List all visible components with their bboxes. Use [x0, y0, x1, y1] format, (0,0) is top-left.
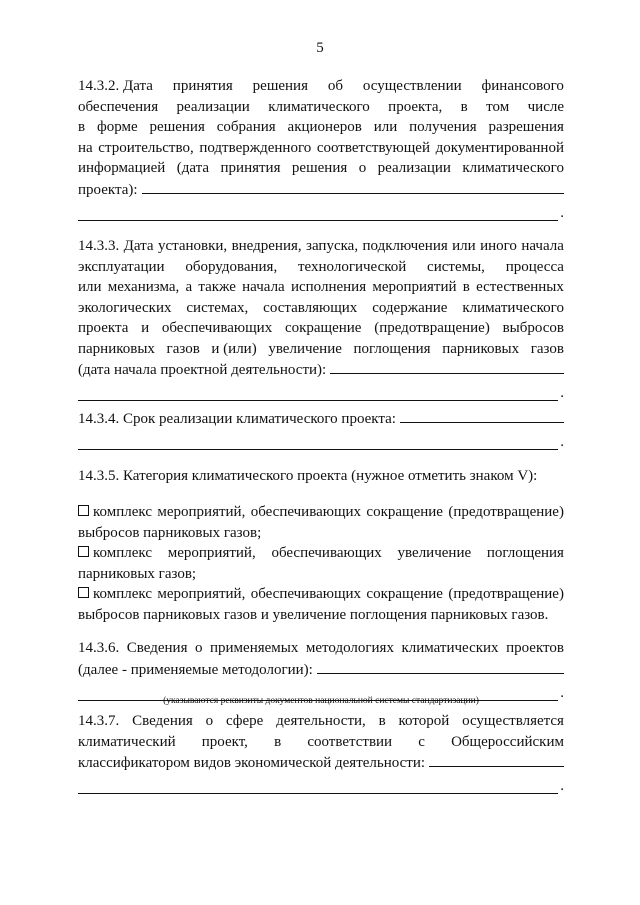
word: обеспечивающих [250, 504, 362, 520]
section-14-3-3 [78, 236, 564, 401]
option-3-first [78, 584, 152, 605]
word: финансового [481, 78, 564, 94]
word: исполнения [290, 279, 367, 295]
text-line [78, 711, 564, 732]
word: в [274, 733, 282, 750]
word: (предотвращение) [448, 586, 564, 602]
word: принятия [220, 160, 281, 176]
word: Сведения [126, 640, 188, 656]
word: начала [242, 279, 285, 295]
blank-rule[interactable] [78, 206, 558, 221]
input-line[interactable] [78, 381, 564, 402]
word: (предотвращение) [374, 320, 490, 336]
period: . [560, 778, 564, 794]
word: (дата [176, 160, 210, 176]
word: эксплуатации [78, 258, 165, 275]
word: внедрения, [231, 238, 302, 254]
word: системы, [427, 258, 485, 275]
word: проекта, [388, 98, 443, 115]
text-line [78, 97, 564, 118]
word: строительство, [98, 139, 194, 156]
text-line [78, 158, 564, 179]
field-label: 14.3.4. Срок реализации климатического проекта: [78, 411, 396, 427]
word: принятия [172, 78, 233, 94]
word: документированной [435, 139, 564, 156]
word: климатического [462, 299, 564, 316]
option-2-first [78, 543, 152, 564]
word: в [460, 98, 468, 115]
word: процесса [505, 258, 564, 275]
input-line[interactable] [78, 179, 564, 201]
option-line [78, 543, 564, 564]
word: акционеров [287, 119, 362, 135]
word: и [141, 320, 150, 336]
blank-rule[interactable] [400, 408, 564, 423]
option-line: выбросов парниковых газов и увеличение поглощения парниковых газов. [78, 606, 549, 623]
word: 14.3.2. Дата [78, 78, 153, 94]
blank-rule[interactable] [429, 752, 564, 767]
word: форме [96, 119, 138, 135]
word: выбросов [502, 320, 564, 336]
word: мероприятий, [157, 586, 246, 602]
field-label: (дата начала проектной деятельности): [78, 362, 327, 378]
word: комплекс [93, 504, 152, 520]
word: о [194, 640, 203, 656]
period: . [560, 684, 564, 701]
word: 14.3.7. [78, 713, 120, 729]
word: получения [409, 119, 477, 135]
input-line[interactable] [78, 408, 564, 430]
word: применяемых [210, 640, 299, 656]
text-line [78, 732, 564, 753]
checkbox-option-3[interactable] [78, 587, 89, 598]
blank-rule[interactable] [317, 659, 564, 674]
word: решения [252, 78, 308, 94]
option-line [78, 584, 564, 605]
word: начала [521, 238, 564, 254]
section-14-3-6 [78, 638, 564, 701]
word: естественных [476, 279, 564, 295]
blank-rule[interactable] [78, 779, 558, 794]
word: проекта [78, 320, 129, 336]
word: технологической [297, 258, 407, 275]
word: газов [530, 340, 564, 357]
word: или [78, 279, 102, 295]
word: установки, [157, 238, 228, 254]
word: содержание [372, 299, 448, 316]
word: запуска, [306, 238, 359, 254]
input-line[interactable] [78, 774, 564, 795]
word: обеспечения [78, 98, 159, 115]
text-line [78, 76, 564, 97]
section-14-3-2 [78, 76, 564, 221]
word: проектов [506, 640, 564, 656]
word: решения [291, 160, 348, 176]
word: обеспечивающих [271, 545, 382, 561]
option-1-first [78, 502, 152, 523]
checkbox-option-2[interactable] [78, 546, 89, 557]
word: или [373, 119, 398, 135]
text-line [78, 318, 564, 339]
word: парниковых [442, 340, 520, 357]
option-line: выбросов парниковых газов; [78, 524, 262, 541]
word: механизма, [107, 279, 180, 295]
period: . [560, 385, 564, 401]
text-line [78, 277, 564, 298]
word: комплекс [93, 586, 152, 602]
input-line[interactable] [78, 200, 564, 221]
word: подключения [362, 238, 448, 254]
word: климатических [401, 640, 499, 656]
word: сокращение [284, 320, 362, 336]
word: увеличение [397, 545, 472, 561]
word: в [462, 279, 470, 295]
word: в [378, 713, 386, 729]
field-label: проекта): [78, 181, 138, 198]
word: 14.3.6. [78, 640, 120, 656]
section-14-3-7 [78, 711, 564, 794]
word: комплекс [93, 545, 152, 561]
period: . [560, 434, 564, 450]
word: том [486, 98, 510, 115]
text-line [78, 236, 564, 257]
field-label: классификатором видов экономической деятельности: [78, 755, 426, 771]
text-line [78, 117, 564, 138]
option-line [78, 502, 564, 523]
word: сфере [225, 713, 264, 729]
word: Общероссийским [451, 733, 564, 750]
word: климатический [78, 733, 176, 750]
word: Дата [123, 238, 154, 254]
word: и (или) [211, 340, 257, 357]
section-14-3-5 [78, 466, 564, 487]
word: сокращение [366, 586, 443, 602]
word: или [452, 238, 476, 254]
word: мероприятий, [157, 504, 246, 520]
word: методологиях [305, 640, 394, 656]
word: реализации [377, 160, 451, 176]
text-line [78, 339, 564, 360]
checkbox-option-1[interactable] [78, 505, 89, 516]
text-line [78, 298, 564, 319]
word: обеспечивающих [161, 320, 273, 336]
word: осуществляется [462, 713, 564, 729]
option-line: парниковых газов; [78, 565, 197, 582]
text-line [78, 257, 564, 278]
word: в [78, 119, 86, 135]
word: также [198, 279, 236, 295]
text-line [78, 138, 564, 159]
blank-rule[interactable] [330, 359, 564, 374]
word: о [205, 713, 214, 729]
word: разрешения [488, 119, 564, 135]
word: поглощения [486, 545, 564, 561]
blank-rule[interactable] [78, 386, 558, 401]
word: реализации [176, 98, 250, 115]
input-line[interactable] [78, 430, 564, 451]
word: обеспечивающих [250, 586, 362, 602]
section-heading: 14.3.5. Категория климатического проекта (нужное отметить знаком V): [78, 468, 538, 484]
word: мероприятий [372, 279, 457, 295]
word: экологических [78, 299, 172, 316]
word: об [327, 78, 344, 94]
word: иного [480, 238, 517, 254]
category-options [78, 502, 564, 625]
word: системах, [186, 299, 249, 316]
word: составляющих [263, 299, 358, 316]
word: 14.3.3. [78, 238, 120, 254]
word: мероприятий, [167, 545, 256, 561]
word: увеличение [268, 340, 342, 357]
text-line [78, 638, 564, 659]
word: подтвержденного [199, 139, 312, 156]
word: газов [166, 340, 200, 357]
word: сокращение [366, 504, 443, 520]
word: климатического [462, 160, 564, 176]
page-number: 5 [316, 40, 324, 56]
word: с [418, 733, 425, 750]
word: соответствующей [316, 139, 430, 156]
word: а [185, 279, 193, 295]
word: о [358, 160, 367, 176]
word: деятельности, [276, 713, 366, 729]
input-line[interactable] [78, 359, 564, 381]
word: решения [149, 119, 205, 135]
period: . [560, 204, 564, 221]
section-14-3-4 [78, 408, 564, 450]
word: на [78, 139, 93, 156]
field-caption: (указываются реквизиты документов национальной системы стандартизации) [163, 696, 479, 706]
word: поглощения [353, 340, 431, 357]
word: климатического [268, 98, 370, 115]
word: оборудования, [185, 258, 278, 275]
word: числе [527, 98, 564, 115]
word: собрания [216, 119, 276, 135]
word: информацией [78, 160, 166, 176]
blank-rule[interactable] [142, 179, 564, 194]
blank-rule[interactable] [78, 435, 558, 450]
input-line[interactable] [78, 752, 564, 774]
word: парниковых [78, 340, 155, 357]
word: осуществлении [362, 78, 462, 94]
field-label: (далее - применяемые методологии): [78, 661, 313, 678]
word: (предотвращение) [448, 504, 564, 520]
input-line[interactable] [78, 659, 564, 681]
word: Сведения [132, 713, 193, 729]
word: проект, [201, 733, 248, 750]
word: которой [398, 713, 450, 729]
word: соответствии [307, 733, 393, 750]
